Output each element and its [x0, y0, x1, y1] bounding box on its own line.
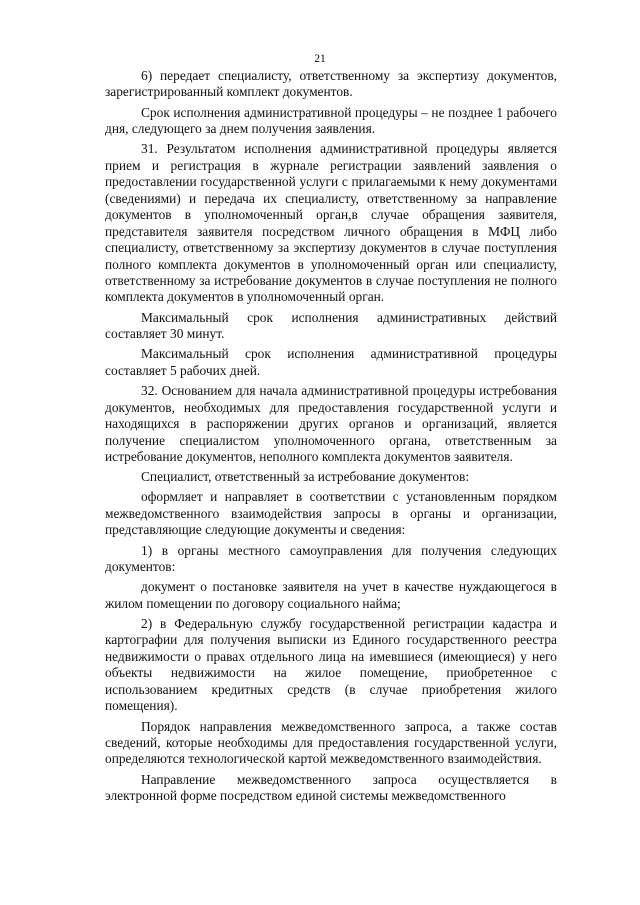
paragraph-continued: Направление межведомственного запроса осуществляется в электронной форме посредством единой системы межведомственного — [105, 771, 557, 804]
paragraph: оформляет и направляет в соответствии с установленным порядком межведомственного взаимодействия запросы в органы и организации, представляющие следующие документы и сведения: — [105, 489, 557, 538]
page-number: 21 — [314, 53, 326, 65]
paragraph: документ о постановке заявителя на учет в качестве нуждающегося в жилом помещении по договору социального найма; — [105, 579, 557, 611]
paragraph: 1) в органы местного самоуправления для получения следующих документов: — [105, 542, 557, 575]
paragraph: Специалист, ответственный за истребование документов: — [141, 469, 470, 485]
paragraph: 31. Результатом исполнения административной процедуры является прием и регистрация в журнале регистрации заявлений заявления о предоставлении государственной услуги с прилагаемыми к нему документами (сведениями) и передача их специалисту, ответственному за направление документов в уполномоченный орган,в случае обращения заявителя, представителя заявителя посредством личного обращения в МФЦ либо специалисту, ответственному за экспертизу документов в случае поступления полного комплекта документов в уполномоченный орган или специалисту, ответственному за истребование документов в случае поступления не полного комплекта документов в уполномоченный орган. — [105, 141, 557, 305]
paragraph: 6) передает специалисту, ответственному за экспертизу документов, зарегистрированный комплект документов. — [105, 68, 557, 100]
document-body — [105, 68, 557, 805]
paragraph: Максимальный срок исполнения административных действий составляет 30 минут. — [105, 309, 557, 342]
paragraph: 32. Основанием для начала административной процедуры истребования документов, необходимых для предоставления государственной услуги и находящихся в распоряжении других органов и организаций, является получение специалистом уполномоченного органа, ответственным за истребование документов, неполного комплекта документов заявителя. — [105, 383, 557, 464]
paragraph: Максимальный срок исполнения административной процедуры составляет 5 рабочих дней. — [105, 346, 557, 378]
paragraph: Порядок направления межведомственного запроса, а также состав сведений, которые необходимы для предоставления государственной услуги, определяются технологической картой межведомственного взаимодействия. — [105, 718, 557, 767]
paragraph: Срок исполнения административной процедуры – не позднее 1 рабочего дня, следующего за днем получения заявления. — [105, 104, 557, 137]
paragraph: 2) в Федеральную службу государственной регистрации кадастра и картографии для получения выписки из Единого государственного реестра недвижимости о правах отдельного лица на имевшиеся (имеющиеся) у него объекты недвижимости на жилое помещение, приобретенное с использованием кредитных средств (в случае приобретения жилого помещения). — [105, 616, 557, 714]
